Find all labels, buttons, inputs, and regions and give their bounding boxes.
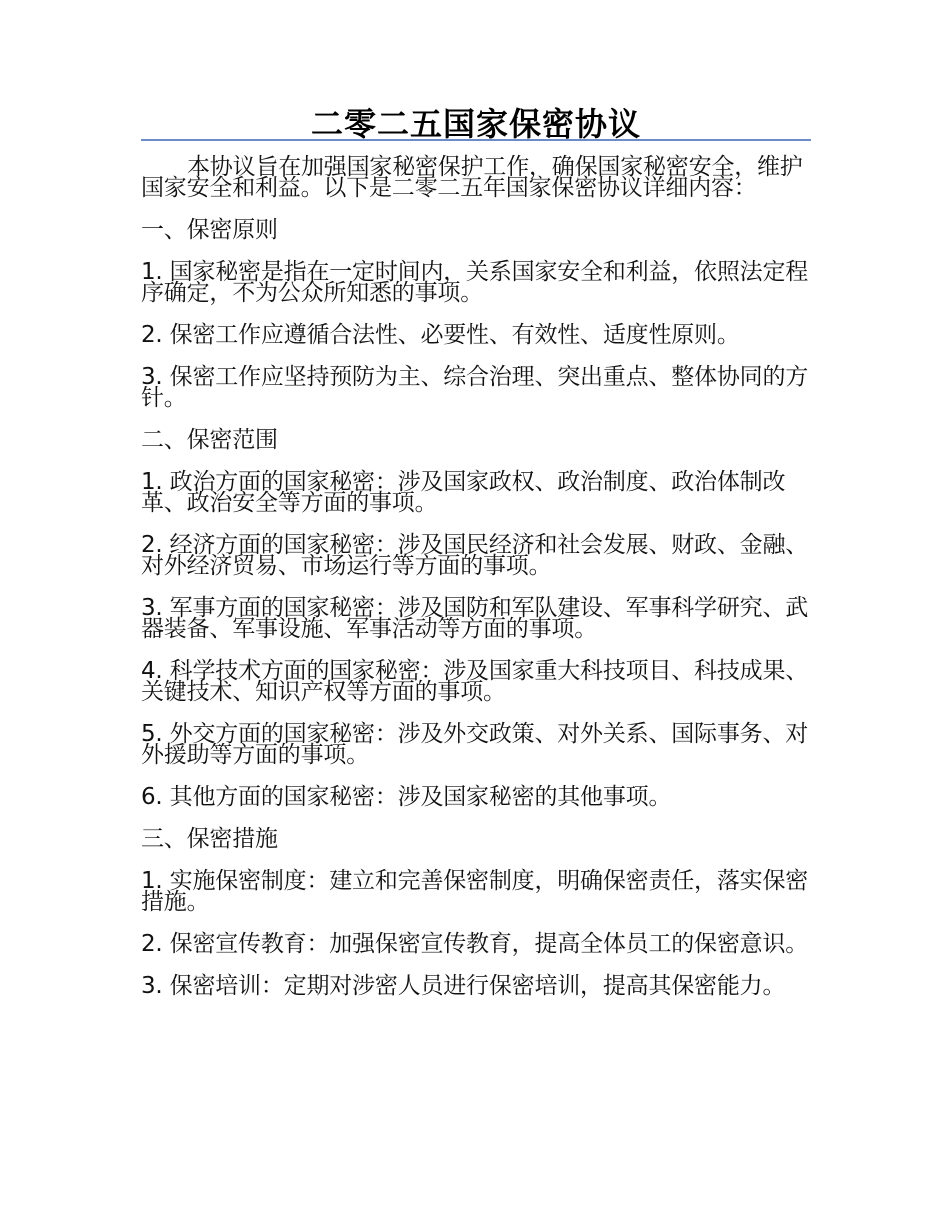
scope-item-5: 5. 外交方面的国家秘密：涉及外交政策、对外关系、国际事务、对外援助等方面的事项。 [141, 721, 809, 768]
section-heading-scope: 二、保密范围 [141, 427, 278, 453]
title-underline [141, 139, 811, 141]
section-heading-measures: 三、保密措施 [141, 826, 278, 852]
scope-item-6: 6. 其他方面的国家秘密：涉及国家秘密的其他事项。 [141, 784, 672, 810]
principle-item-2: 2. 保密工作应遵循合法性、必要性、有效性、适度性原则。 [141, 322, 740, 348]
intro-paragraph: 本协议旨在加强国家秘密保护工作，确保国家秘密安全，维护国家安全和利益。以下是二零二五年国家保密协议详细内容： [141, 154, 803, 201]
document-title: 二零二五国家保密协议 [310, 105, 641, 143]
measure-item-2: 2. 保密宣传教育：加强保密宣传教育，提高全体员工的保密意识。 [141, 931, 809, 957]
principle-item-3: 3. 保密工作应坚持预防为主、综合治理、突出重点、整体协同的方针。 [141, 364, 809, 411]
scope-item-3: 3. 军事方面的国家秘密：涉及国防和军队建设、军事科学研究、武器装备、军事设施、军事活动等方面的事项。 [141, 595, 809, 642]
scope-item-1: 1. 政治方面的国家秘密：涉及国家政权、政治制度、政治体制改革、政治安全等方面的事项。 [141, 469, 786, 516]
measure-item-3: 3. 保密培训：定期对涉密人员进行保密培训，提高其保密能力。 [141, 973, 786, 999]
scope-item-4: 4. 科学技术方面的国家秘密：涉及国家重大科技项目、科技成果、关键技术、知识产权等方面的事项。 [141, 658, 809, 705]
measure-item-1: 1. 实施保密制度：建立和完善保密制度，明确保密责任，落实保密措施。 [141, 868, 809, 915]
scope-item-2: 2. 经济方面的国家秘密：涉及国民经济和社会发展、财政、金融、对外经济贸易、市场运行等方面的事项。 [141, 532, 809, 579]
principle-item-1: 1. 国家秘密是指在一定时间内，关系国家安全和利益，依照法定程序确定，不为公众所知悉的事项。 [141, 259, 809, 306]
document-body [141, 154, 811, 1018]
section-heading-principles: 一、保密原则 [141, 217, 278, 243]
